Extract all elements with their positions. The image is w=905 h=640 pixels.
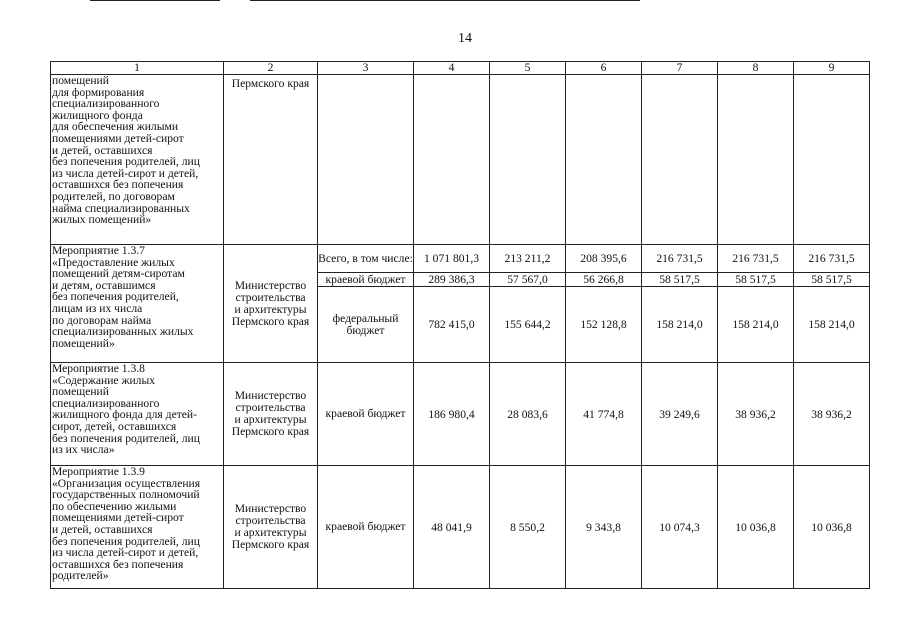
description-line: Мероприятие 1.3.7 (52, 244, 145, 257)
m139-row (51, 466, 870, 589)
column-header: 9 (794, 62, 870, 75)
empty-cell (318, 75, 414, 245)
description-line: родителей» (52, 569, 109, 583)
amount-cell: 782 415,0 (414, 287, 490, 363)
amount-cell: 8 550,2 (490, 466, 566, 589)
amount-cell: 213 211,2 (490, 245, 566, 273)
m138-description (51, 363, 224, 466)
description-line: помещениями детей-сирот (52, 511, 184, 525)
column-header: 6 (566, 62, 642, 75)
column-number-row (51, 62, 870, 75)
amount-cell: 28 083,6 (490, 363, 566, 466)
funding-source: краевой бюджет (318, 273, 414, 287)
carryover-executor: Пермского края (224, 75, 318, 245)
amount-cell: 289 386,3 (414, 273, 490, 287)
amount-cell: 208 395,6 (566, 245, 642, 273)
description-line: без попечения родителей, лиц (52, 534, 200, 548)
amount-cell: 10 036,8 (718, 466, 794, 589)
amount-cell: 57 567,0 (490, 273, 566, 287)
executor-line: Пермского края (231, 538, 310, 551)
m137-executor (224, 245, 318, 363)
executor-line: Пермского края (231, 314, 310, 328)
description-line: сирот, детей, оставшихся (52, 419, 177, 433)
amount-cell: 158 214,0 (642, 287, 718, 363)
column-header: 3 (318, 62, 414, 75)
executor-line: и архитектуры (234, 413, 307, 426)
description-line: специализированного (52, 97, 160, 111)
description-line: из их числа» (52, 443, 115, 457)
carryover-row (51, 75, 870, 245)
amount-cell: 216 731,5 (794, 245, 870, 273)
description-line: помещений детям-сиротам (52, 267, 185, 281)
amount-cell: 216 731,5 (642, 245, 718, 273)
executor-line: и архитектуры (234, 526, 307, 539)
column-header: 1 (51, 62, 224, 75)
description-line: из числа детей-сирот и детей, (52, 546, 199, 560)
description-line: жилищного фонда для детей- (52, 408, 197, 422)
amount-cell: 58 517,5 (794, 273, 870, 287)
m137-description (51, 245, 224, 363)
description-line: Мероприятие 1.3.8 (52, 362, 145, 375)
description-line: помещениями детей-сирот (52, 131, 184, 145)
description-line: без попечения родителей, (52, 290, 179, 304)
description-line: и детей, оставшихся (52, 522, 153, 536)
column-header: 4 (414, 62, 490, 75)
description-line: помещений (52, 74, 109, 87)
m138-executor (224, 363, 318, 466)
executor-line: и архитектуры (234, 302, 307, 316)
amount-cell: 9 343,8 (566, 466, 642, 589)
budget-table-container (50, 61, 870, 589)
column-header: 2 (224, 62, 318, 75)
amount-cell: 186 980,4 (414, 363, 490, 466)
description-line: специализированных жилых (52, 325, 194, 339)
executor-line: Министерство (234, 502, 307, 515)
amount-cell: 158 214,0 (718, 287, 794, 363)
scan-edge-line-right (250, 0, 640, 1)
executor-line: строительства (235, 401, 306, 414)
description-line: найма специализированных (52, 201, 190, 215)
amount-cell: 58 517,5 (718, 273, 794, 287)
description-line: «Предоставление жилых (52, 255, 175, 269)
description-line: «Содержание жилых (52, 373, 156, 387)
amount-cell: 158 214,0 (794, 287, 870, 363)
executor-line: строительства (235, 514, 306, 527)
scan-edge-line-left (90, 0, 220, 1)
empty-cell (794, 75, 870, 245)
page-number: 14 (458, 31, 472, 46)
description-line: для формирования (52, 85, 145, 99)
amount-cell: 155 644,2 (490, 287, 566, 363)
amount-cell: 58 517,5 (642, 273, 718, 287)
empty-cell (414, 75, 490, 245)
amount-cell: 10 074,3 (642, 466, 718, 589)
empty-cell (566, 75, 642, 245)
description-line: для обеспечения жилыми (52, 120, 179, 134)
m139-executor (224, 466, 318, 589)
amount-cell: 1 071 801,3 (414, 245, 490, 273)
description-line: и детям, оставшимся (52, 278, 156, 292)
amount-cell: 48 041,9 (414, 466, 490, 589)
description-line: специализированного (52, 396, 160, 410)
funding-source: краевой бюджет (318, 466, 414, 589)
description-line: родителей, по договорам (52, 189, 175, 203)
description-line: жилищного фонда (52, 108, 143, 122)
description-line: оставшихся без попечения (52, 178, 184, 192)
empty-cell (490, 75, 566, 245)
description-line: и детей, оставшихся (52, 143, 153, 157)
funding-source: краевой бюджет (318, 363, 414, 466)
description-line: по обеспечению жилыми (52, 499, 177, 513)
description-line: по договорам найма (52, 313, 152, 327)
m139-description (51, 466, 224, 589)
description-line: без попечения родителей, лиц (52, 431, 200, 445)
description-line: оставшихся без попечения (52, 557, 184, 571)
funding-source: Всего, в том числе: (318, 245, 414, 273)
description-line: из числа детей-сирот и детей, (52, 166, 199, 180)
description-line: без попечения родителей, лиц (52, 155, 200, 169)
amount-cell: 152 128,8 (566, 287, 642, 363)
description-line: жилых помещений» (52, 213, 152, 227)
description-line: государственных полномочий (52, 488, 200, 502)
empty-cell (642, 75, 718, 245)
executor-line: Пермского края (231, 425, 310, 438)
executor-line: Министерство (234, 389, 307, 402)
description-line: «Организация осуществления (52, 476, 201, 490)
amount-cell: 38 936,2 (794, 363, 870, 466)
description-line: помещений (52, 385, 109, 399)
m138-row (51, 363, 870, 466)
budget-table (50, 61, 870, 589)
empty-cell (718, 75, 794, 245)
description-line: помещений» (52, 336, 115, 350)
amount-cell: 39 249,6 (642, 363, 718, 466)
amount-cell: 10 036,8 (794, 466, 870, 589)
column-header: 8 (718, 62, 794, 75)
description-line: Мероприятие 1.3.9 (52, 465, 145, 478)
column-header: 7 (642, 62, 718, 75)
m137-total-row (51, 245, 870, 273)
executor-line: строительства (235, 290, 306, 304)
amount-cell: 216 731,5 (718, 245, 794, 273)
amount-cell: 56 266,8 (566, 273, 642, 287)
amount-cell: 38 936,2 (718, 363, 794, 466)
funding-source: федеральный бюджет (318, 287, 414, 363)
amount-cell: 41 774,8 (566, 363, 642, 466)
description-line: лицам из их числа (52, 301, 143, 315)
carryover-description (51, 75, 224, 245)
column-header: 5 (490, 62, 566, 75)
executor-line: Министерство (234, 278, 307, 292)
